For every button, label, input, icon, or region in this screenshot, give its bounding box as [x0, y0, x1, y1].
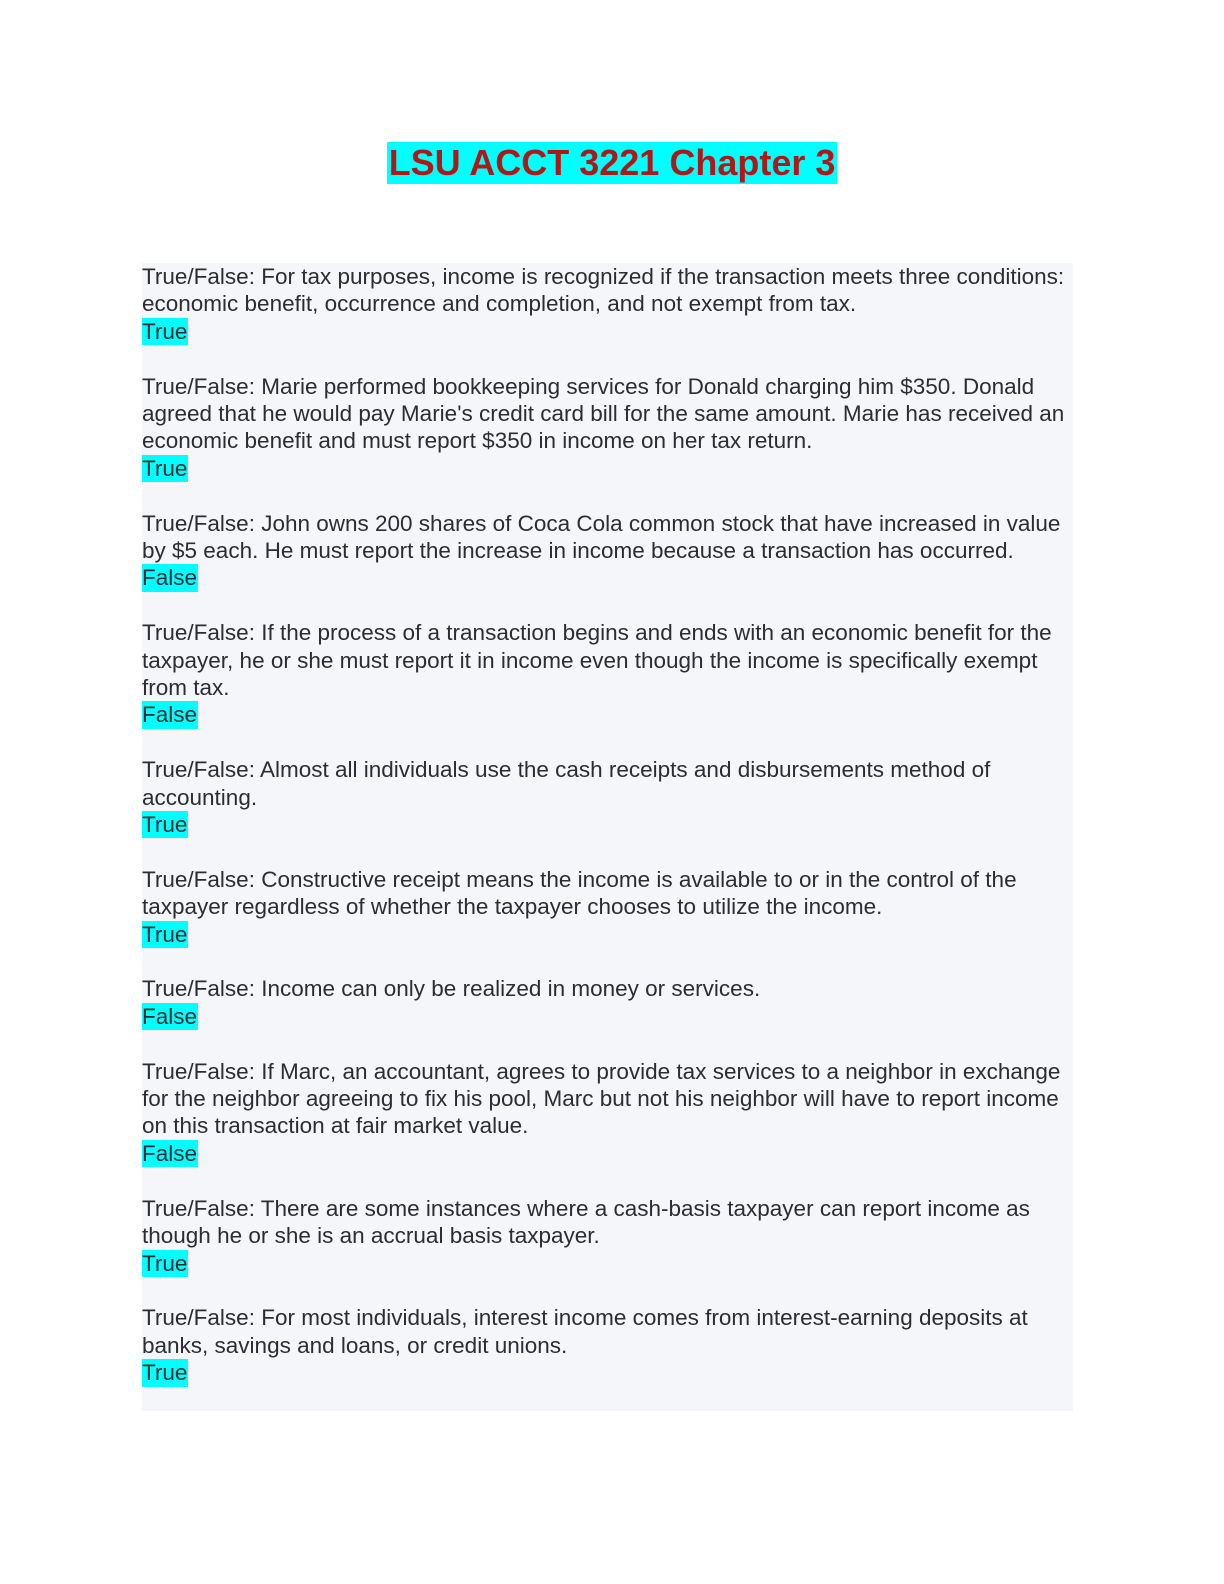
- question-item: [142, 619, 1073, 729]
- question-item: [142, 1195, 1073, 1277]
- answer-highlight: True: [142, 455, 188, 481]
- answer-highlight: False: [142, 1140, 198, 1166]
- answer-highlight: True: [142, 1360, 188, 1386]
- question-text: True/False: For most individuals, interest income comes from interest-earning deposits at banks, savings and loans, or credit unions.: [142, 1305, 1028, 1358]
- question-text: True/False: Constructive receipt means the income is available to or in the control of the taxpayer regardless of whether the taxpayer chooses to utilize the income.: [142, 866, 1017, 920]
- question-item: [142, 263, 1073, 345]
- question-text: True/False: Almost all individuals use the cash receipts and disbursements method of accounting.: [142, 757, 991, 810]
- answer-highlight: False: [142, 702, 198, 728]
- title-container: [0, 142, 1224, 184]
- question-text: True/False: If Marc, an accountant, agrees to provide tax services to a neighbor in exchange for the neighbor agreeing to fix his pool, Marc but not his neighbor will have to report income on this transaction at fair market value.: [142, 1058, 1061, 1139]
- question-text: True/False: There are some instances where a cash-basis taxpayer can report income as though he or she is an accrual basis taxpayer.: [142, 1195, 1030, 1249]
- answer-highlight: False: [142, 565, 198, 591]
- question-text: True/False: Income can only be realized in money or services.: [142, 976, 761, 1002]
- document-title: LSU ACCT 3221 Chapter 3: [388, 142, 836, 183]
- question-text: True/False: Marie performed bookkeeping services for Donald charging him $350. Donald agreed that he would pay Marie's credit card bill for the same amount. Marie has received an economic benefit and must report $350 in income on her tax return.: [142, 373, 1065, 454]
- question-item: [142, 1304, 1073, 1386]
- question-item: [142, 975, 1073, 1030]
- answer-highlight: True: [142, 1250, 188, 1276]
- question-item: [142, 510, 1073, 592]
- answer-highlight: True: [142, 812, 188, 838]
- question-item: [142, 866, 1073, 948]
- question-text: True/False: John owns 200 shares of Coca Cola common stock that have increased in value by $5 each. He must report the increase in income because a transaction has occurred.: [142, 510, 1061, 564]
- question-text: True/False: If the process of a transaction begins and ends with an economic benefit for the taxpayer, he or she must report it in income even though the income is specifically exempt from tax.: [142, 620, 1052, 701]
- question-item: [142, 1058, 1073, 1168]
- answer-highlight: False: [142, 1003, 198, 1029]
- question-list: [142, 263, 1073, 1411]
- question-text: True/False: For tax purposes, income is recognized if the transaction meets three conditions: economic benefit, occurrence and completion, and not exempt from tax.: [142, 264, 1065, 317]
- answer-highlight: True: [142, 921, 188, 947]
- answer-highlight: True: [142, 318, 188, 344]
- question-item: [142, 756, 1073, 838]
- question-item: [142, 373, 1073, 483]
